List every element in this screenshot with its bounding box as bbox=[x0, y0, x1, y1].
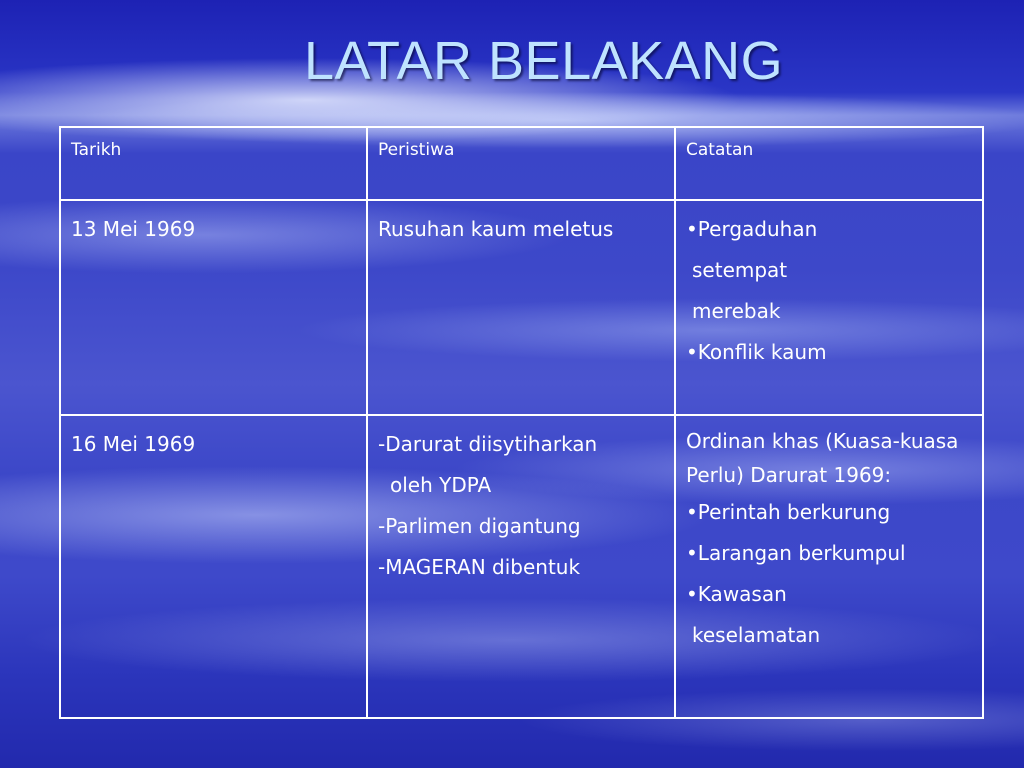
event-text: Rusuhan kaum meletus bbox=[378, 217, 614, 241]
note-bullet: •Pergaduhan bbox=[686, 217, 818, 241]
note-bullet: •Perintah berkurung bbox=[686, 500, 891, 524]
note-continuation: merebak bbox=[692, 299, 781, 323]
event-text: -Darurat diisytiharkan bbox=[378, 432, 598, 456]
event-text: -MAGERAN dibentuk bbox=[378, 555, 581, 579]
cell-catatan bbox=[675, 200, 983, 415]
event-continuation: oleh YDPA bbox=[390, 473, 492, 497]
note-continuation: setempat bbox=[692, 258, 788, 282]
table-header-row bbox=[60, 127, 983, 200]
note-continuation: keselamatan bbox=[692, 623, 821, 647]
table-row bbox=[60, 415, 983, 718]
date-text: 16 Mei 1969 bbox=[71, 432, 196, 456]
note-intro: Ordinan khas (Kuasa-kuasa Perlu) Darurat 1969: bbox=[686, 429, 959, 487]
cell-tarikh bbox=[60, 415, 367, 718]
note-bullet: •Larangan berkumpul bbox=[686, 541, 906, 565]
table-row bbox=[60, 200, 983, 415]
date-text: 13 Mei 1969 bbox=[71, 217, 196, 241]
header-peristiwa: Peristiwa bbox=[367, 127, 675, 200]
slide-title: LATAR BELAKANG bbox=[304, 31, 784, 91]
header-tarikh: Tarikh bbox=[60, 127, 367, 200]
cell-peristiwa bbox=[367, 200, 675, 415]
cell-peristiwa bbox=[367, 415, 675, 718]
header-catatan: Catatan bbox=[675, 127, 983, 200]
history-table bbox=[59, 126, 984, 719]
note-bullet: •Konflik kaum bbox=[686, 340, 827, 364]
note-bullet: •Kawasan bbox=[686, 582, 787, 606]
event-text: -Parlimen digantung bbox=[378, 514, 581, 538]
cell-tarikh bbox=[60, 200, 367, 415]
cell-catatan bbox=[675, 415, 983, 718]
